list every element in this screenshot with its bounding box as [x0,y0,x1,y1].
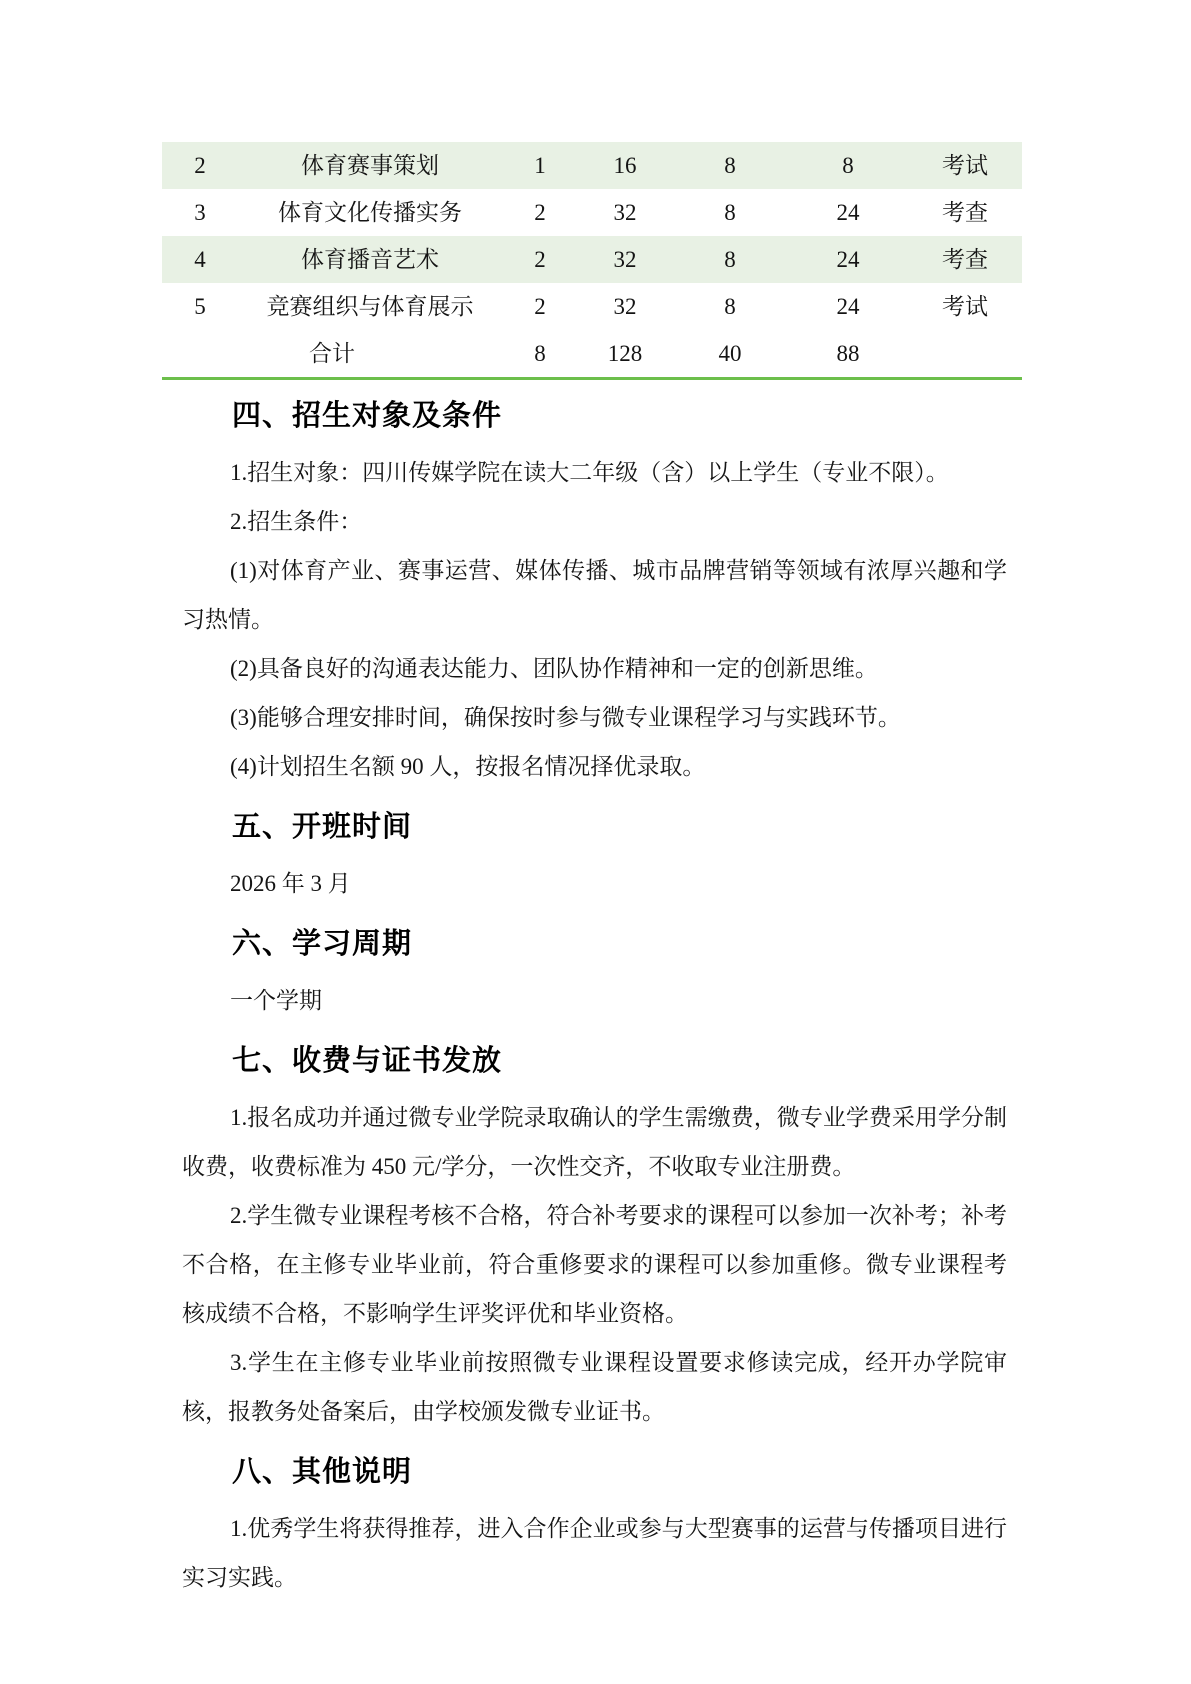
table-cell: 3 [194,200,206,225]
table-cell: 32 [613,294,637,319]
table-cell: 24 [836,200,860,225]
section-heading: 五、开班时间 [232,811,413,843]
document-body [182,396,1007,1602]
table-cell: 8 [724,294,736,319]
table-cell: 2 [534,294,546,319]
course-table [162,142,1022,377]
paragraph: 1.招生对象：四川传媒学院在读大二年级（含）以上学生（专业不限）。 [230,460,949,485]
table-cell: 24 [836,294,860,319]
table-cell: 体育播音艺术 [238,236,502,283]
table-cell [908,330,1022,377]
table-cell: 8 [534,341,546,366]
table-row [162,236,1022,283]
table-row [162,189,1022,236]
paragraph: 2.学生微专业课程考核不合格，符合补考要求的课程可以参加一次补考；补考不合格，在主修专业毕业前，符合重修要求的课程可以参加重修。微专业课程考核成绩不合格，不影响学生评奖评优和毕业资格。 [182,1203,1007,1326]
paragraph: (1)对体育产业、赛事运营、媒体传播、城市品牌营销等领域有浓厚兴趣和学习热情。 [182,558,1007,632]
table-cell: 128 [607,341,643,366]
table-cell: 竞赛组织与体育展示 [266,294,474,319]
table-cell: 8 [672,236,788,283]
paragraph: (4)计划招生名额 90 人，按报名情况择优录取。 [230,754,706,779]
table-cell: 24 [788,236,908,283]
table-cell: 2 [502,236,578,283]
table-cell: 40 [718,341,742,366]
table-cell: 考查 [908,236,1022,283]
table-cell: 4 [162,236,238,283]
table-cell: 1 [502,142,578,189]
paragraph: 1.优秀学生将获得推荐，进入合作企业或参与大型赛事的运营与传播项目进行实习实践。 [182,1516,1007,1590]
table-total-row [162,330,1022,377]
table-cell: 8 [788,142,908,189]
table-cell: 2 [162,142,238,189]
table-cell: 32 [613,200,637,225]
section-heading: 四、招生对象及条件 [232,400,503,432]
paragraph: 1.报名成功并通过微专业学院录取确认的学生需缴费，微专业学费采用学分制收费，收费标准为 450 元/学分，一次性交齐，不收取专业注册费。 [182,1105,1007,1179]
table-cell: 体育文化传播实务 [278,200,463,225]
course-table-section [162,142,1022,380]
paragraph: 3.学生在主修专业毕业前按照微专业课程设置要求修读完成，经开办学院审核，报教务处备案后，由学校颁发微专业证书。 [182,1350,1007,1424]
table-row [162,142,1022,189]
table-cell: 考试 [942,294,988,319]
table-cell: 考查 [942,200,988,225]
paragraph: (2)具备良好的沟通表达能力、团队协作精神和一定的创新思维。 [230,656,878,681]
table-cell: 考试 [908,142,1022,189]
table-cell: 88 [836,341,860,366]
paragraph: 一个学期 [230,988,322,1013]
table-cell: 16 [578,142,672,189]
table-cell: 32 [578,236,672,283]
section-heading: 八、其他说明 [232,1456,413,1488]
table-cell: 5 [194,294,206,319]
paragraph: (3)能够合理安排时间，确保按时参与微专业课程学习与实践环节。 [230,705,901,730]
table-row [162,283,1022,330]
table-cell: 体育赛事策划 [238,142,502,189]
table-total-label: 合计 [309,341,356,366]
section-heading: 七、收费与证书发放 [232,1045,503,1077]
paragraph: 2.招生条件： [230,509,363,534]
table-cell: 8 [672,142,788,189]
table-cell: 8 [724,200,736,225]
paragraph: 2026 年 3 月 [230,871,351,896]
table-cell: 2 [534,200,546,225]
section-heading: 六、学习周期 [232,928,413,960]
